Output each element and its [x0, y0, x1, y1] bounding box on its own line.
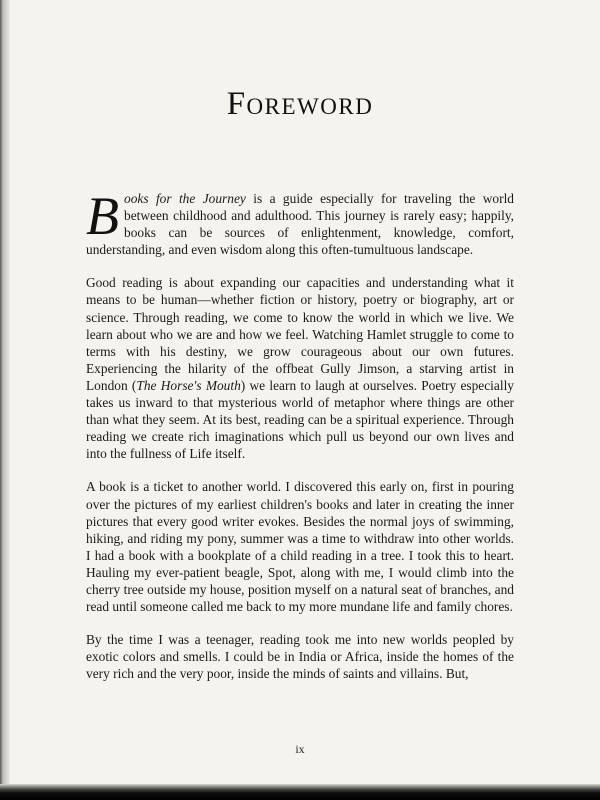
- paragraph-3-text: A book is a ticket to another world. I discovered this early on, first in pouring over the pictures of my earliest children's books and later in creating the inner pictures that every good writer evokes. Besides the normal joys of swimming, hiking, and riding my pony, summer was a time to withdraw into other worlds. I had a book with a bookplate of a child reading in a tree. I took this to heart. Hauling my ever-patient beagle, Spot, along with me, I would climb into the cherry tree outside my house, position myself on a natural seat of branches, and read until someone called me back to my more mundane life and family chores.: [86, 479, 514, 615]
- paragraph-2-text-a: Good reading is about expanding our capacities and understanding what it means to be human—whether fiction or history, poetry or biography, art or science. Through reading, we come to know the world in which we live. We learn about who we are and how we feel. Watching Hamlet struggle to come to terms with his destiny, we grow courageous about our own futures. Experiencing the hilarity of the offbeat Gully Jimson, a starving artist in London (: [86, 275, 514, 393]
- book-title-italic: ooks for the Journey: [124, 191, 246, 206]
- paragraph-4: [86, 631, 514, 682]
- paragraph-2-text-b: ) we learn to laugh at ourselves. Poetry especially takes us inward to that mysterious world of metaphor where things are other than what they seem. At its best, reading can be a spiritual experience. Through reading we create rich imaginations which pull us beyond our own lives and into the fullness of Life itself.: [86, 377, 514, 462]
- paragraph-1: [86, 186, 515, 258]
- paragraph-2: [86, 274, 514, 462]
- page-number: ix: [295, 742, 305, 756]
- scan-edge-bottom: [0, 784, 600, 800]
- paragraph-3: [86, 478, 514, 615]
- drop-cap: B: [86, 186, 119, 246]
- body-text: [86, 186, 515, 698]
- page-title: Foreword: [226, 86, 374, 122]
- book-title-italic: The Horse's Mouth: [136, 377, 241, 393]
- paragraph-1-text: is a guide especially for traveling the world between childhood and adulthood. This journey is rarely easy; happily, books can be sources of enlightenment, knowledge, comfort, understanding, and even wisdom along this often-tumultuous landscape.: [86, 191, 515, 258]
- paragraph-4-text: By the time I was a teenager, reading took me into new worlds peopled by exotic colors and smells. I could be in India or Africa, inside the homes of the very rich and the very poor, inside the minds of saints and villains. But,: [86, 632, 514, 682]
